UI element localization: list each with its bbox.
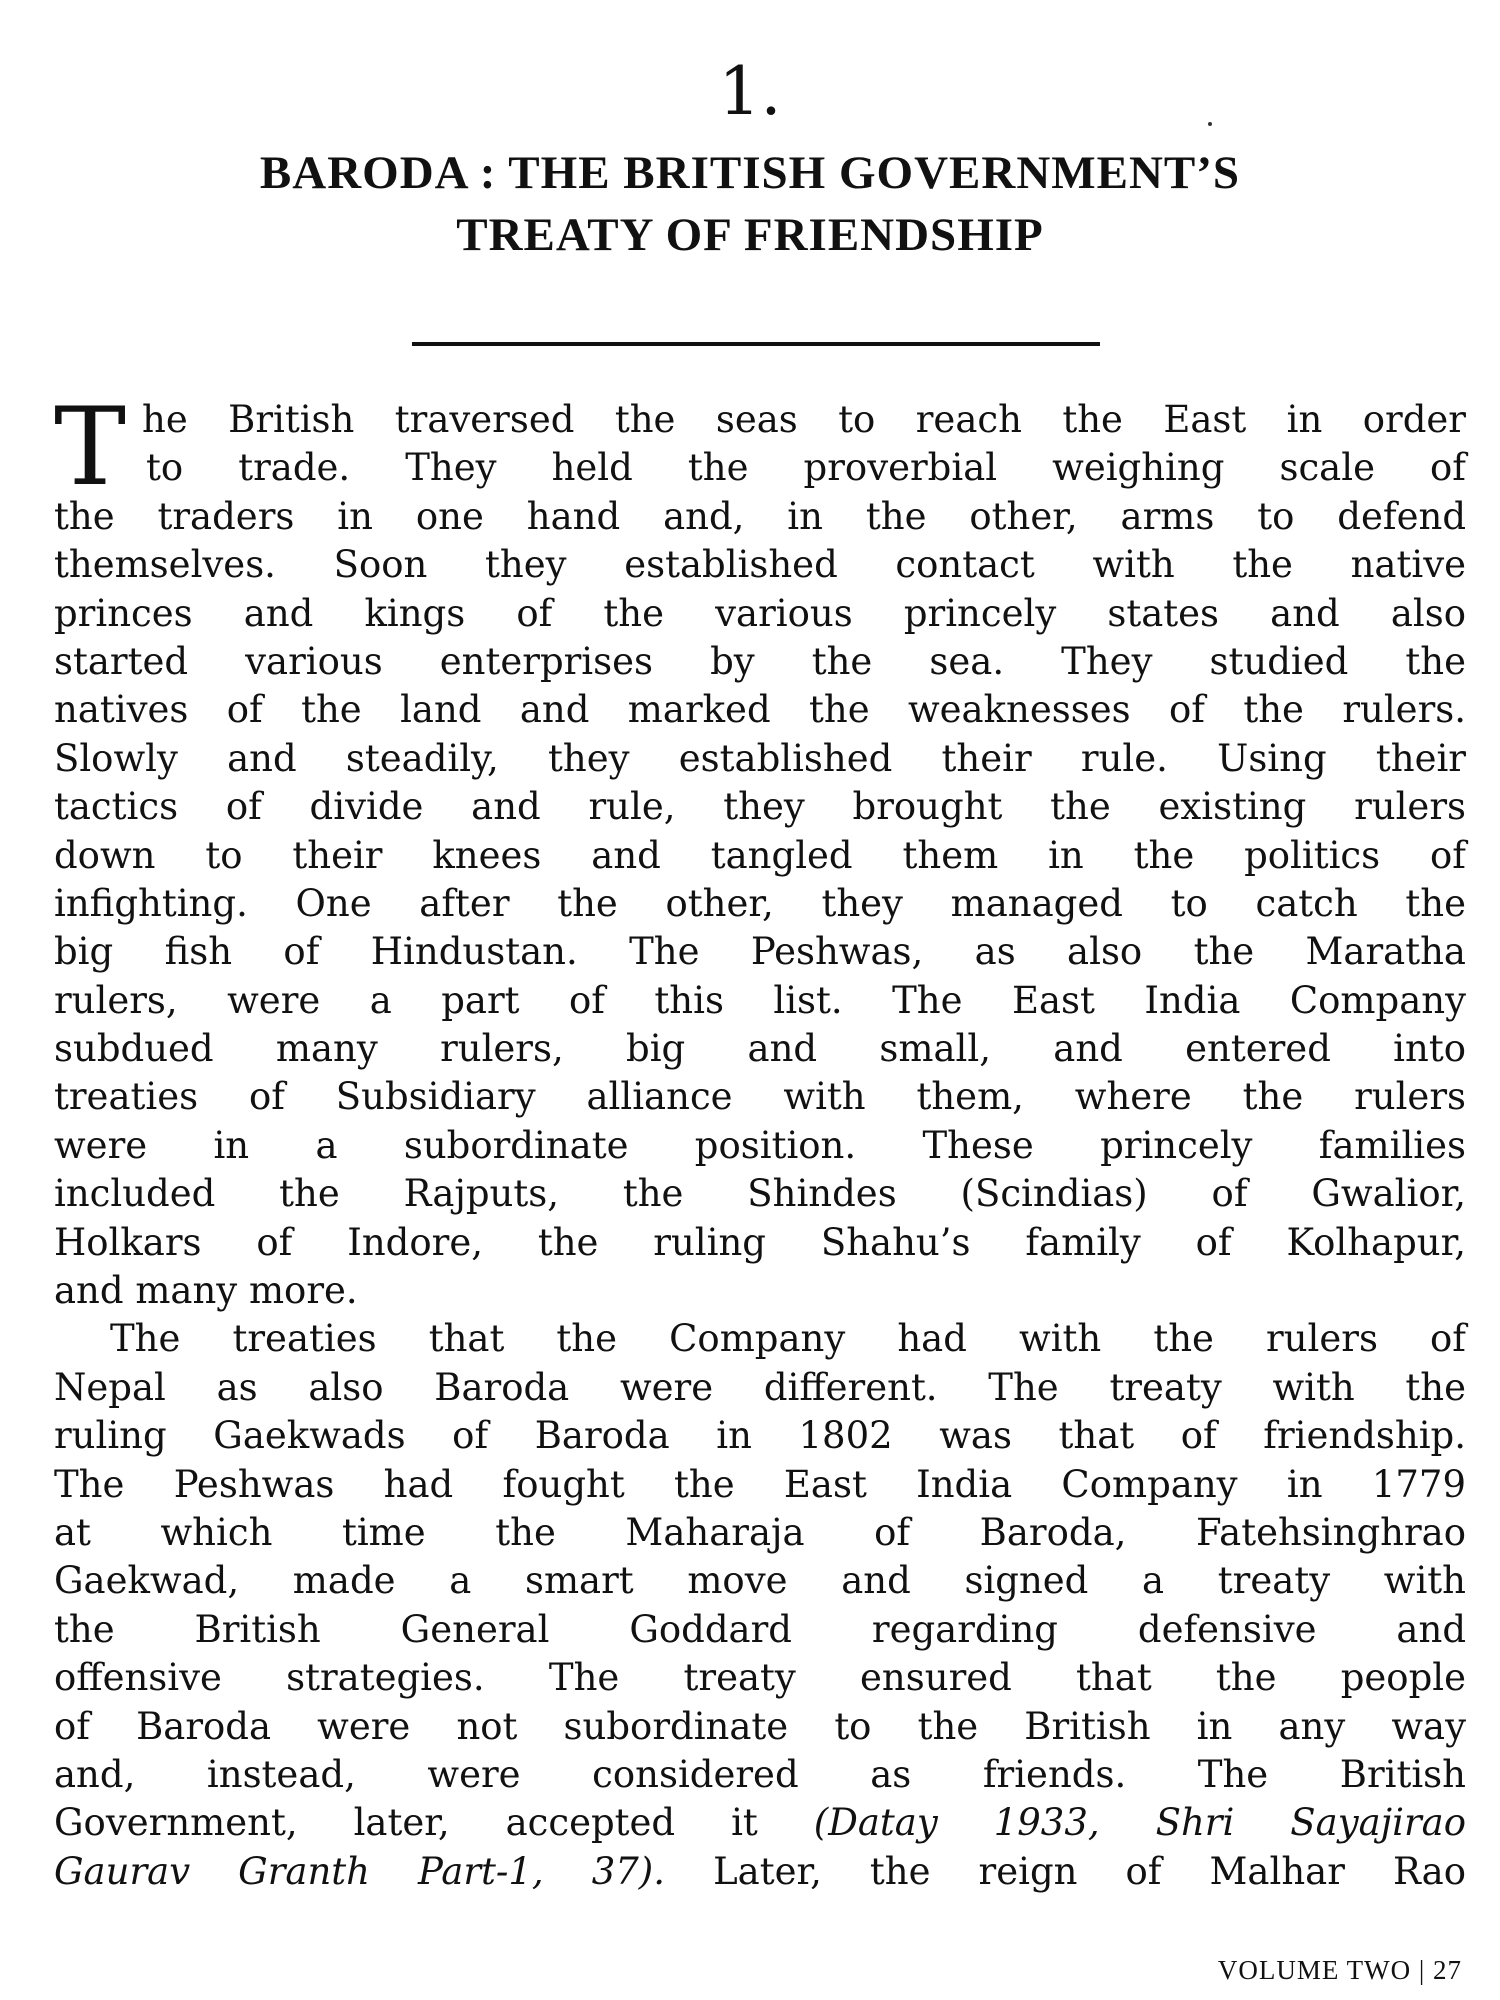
drop-cap: T [54, 385, 127, 510]
text-line: natives of the land and marked the weaknesses of the rulers. [54, 688, 1466, 732]
text-line: themselves. Soon they established contact with the native [54, 543, 1466, 587]
text-line: down to their knees and tangled them in the politics of [54, 833, 1466, 877]
text-line: subdued many rulers, big and small, and entered into [54, 1027, 1466, 1071]
text-line: started various enterprises by the sea. They studied the [54, 639, 1466, 683]
chapter-title-line-1: BARODA : THE BRITISH GOVERNMENT’S [259, 147, 1241, 199]
text-line: big fish of Hindustan. The Peshwas, as also the Maratha [54, 930, 1466, 974]
text-line: princes and kings of the various princely states and also [54, 591, 1466, 635]
text-line-with-citation [54, 1799, 1466, 1847]
text-line: the British General Goddard regarding defensive and [54, 1607, 1466, 1651]
text-line: Holkars of Indore, the ruling Shahu’s family of Kolhapur, [54, 1220, 1466, 1264]
text-line: of Baroda were not subordinate to the British in any way [54, 1704, 1466, 1748]
citation-text: (Datay 1933, Shri Sayajirao [813, 1801, 1466, 1845]
chapter-title [0, 142, 1500, 266]
text-line-with-citation [54, 1848, 1466, 1896]
text-line: and many more. [54, 1269, 358, 1313]
text-line: tactics of divide and rule, they brought the existing rulers [54, 785, 1466, 829]
text-line: rulers, were a part of this list. The East India Company [54, 978, 1466, 1022]
running-footer: VOLUME TWO | 27 [1217, 1955, 1462, 1985]
citation-text: Gaurav Granth Part-1, 37). [54, 1849, 666, 1893]
chapter-title-line-2: TREATY OF FRIENDSHIP [456, 209, 1044, 261]
text-line: included the Rajputs, the Shindes (Scindias) of Gwalior, [54, 1172, 1466, 1216]
text-line: treaties of Subsidiary alliance with them, where the rulers [54, 1075, 1466, 1119]
text-line: to trade. They held the proverbial weighing scale of [146, 446, 1466, 490]
text-line: at which time the Maharaja of Baroda, Fatehsinghrao [54, 1510, 1466, 1554]
chapter-number: 1. [718, 53, 782, 130]
text-segment: Later, the reign of Malhar Rao [665, 1849, 1466, 1893]
text-line: The treaties that the Company had with the rulers of [110, 1317, 1466, 1361]
text-line: The Peshwas had fought the East India Company in 1779 [54, 1462, 1466, 1506]
title-divider-rule [412, 342, 1100, 346]
text-line: the traders in one hand and, in the other, arms to defend [54, 494, 1466, 538]
text-line: offensive strategies. The treaty ensured that the people [54, 1656, 1466, 1700]
text-line: Slowly and steadily, they established their rule. Using their [54, 736, 1466, 780]
text-line: and, instead, were considered as friends. The British [54, 1752, 1466, 1796]
body-text [54, 385, 1466, 1896]
text-line: ruling Gaekwads of Baroda in 1802 was that of friendship. [54, 1414, 1466, 1458]
text-segment: Government, later, accepted it [54, 1801, 814, 1845]
text-line: Gaekwad, made a smart move and signed a treaty with [54, 1559, 1466, 1603]
text-line: he British traversed the seas to reach the East in order [142, 398, 1466, 441]
text-line: were in a subordinate position. These princely families [54, 1123, 1466, 1167]
text-line: infighting. One after the other, they managed to catch the [54, 881, 1466, 925]
text-line: Nepal as also Baroda were different. The treaty with the [54, 1365, 1466, 1409]
